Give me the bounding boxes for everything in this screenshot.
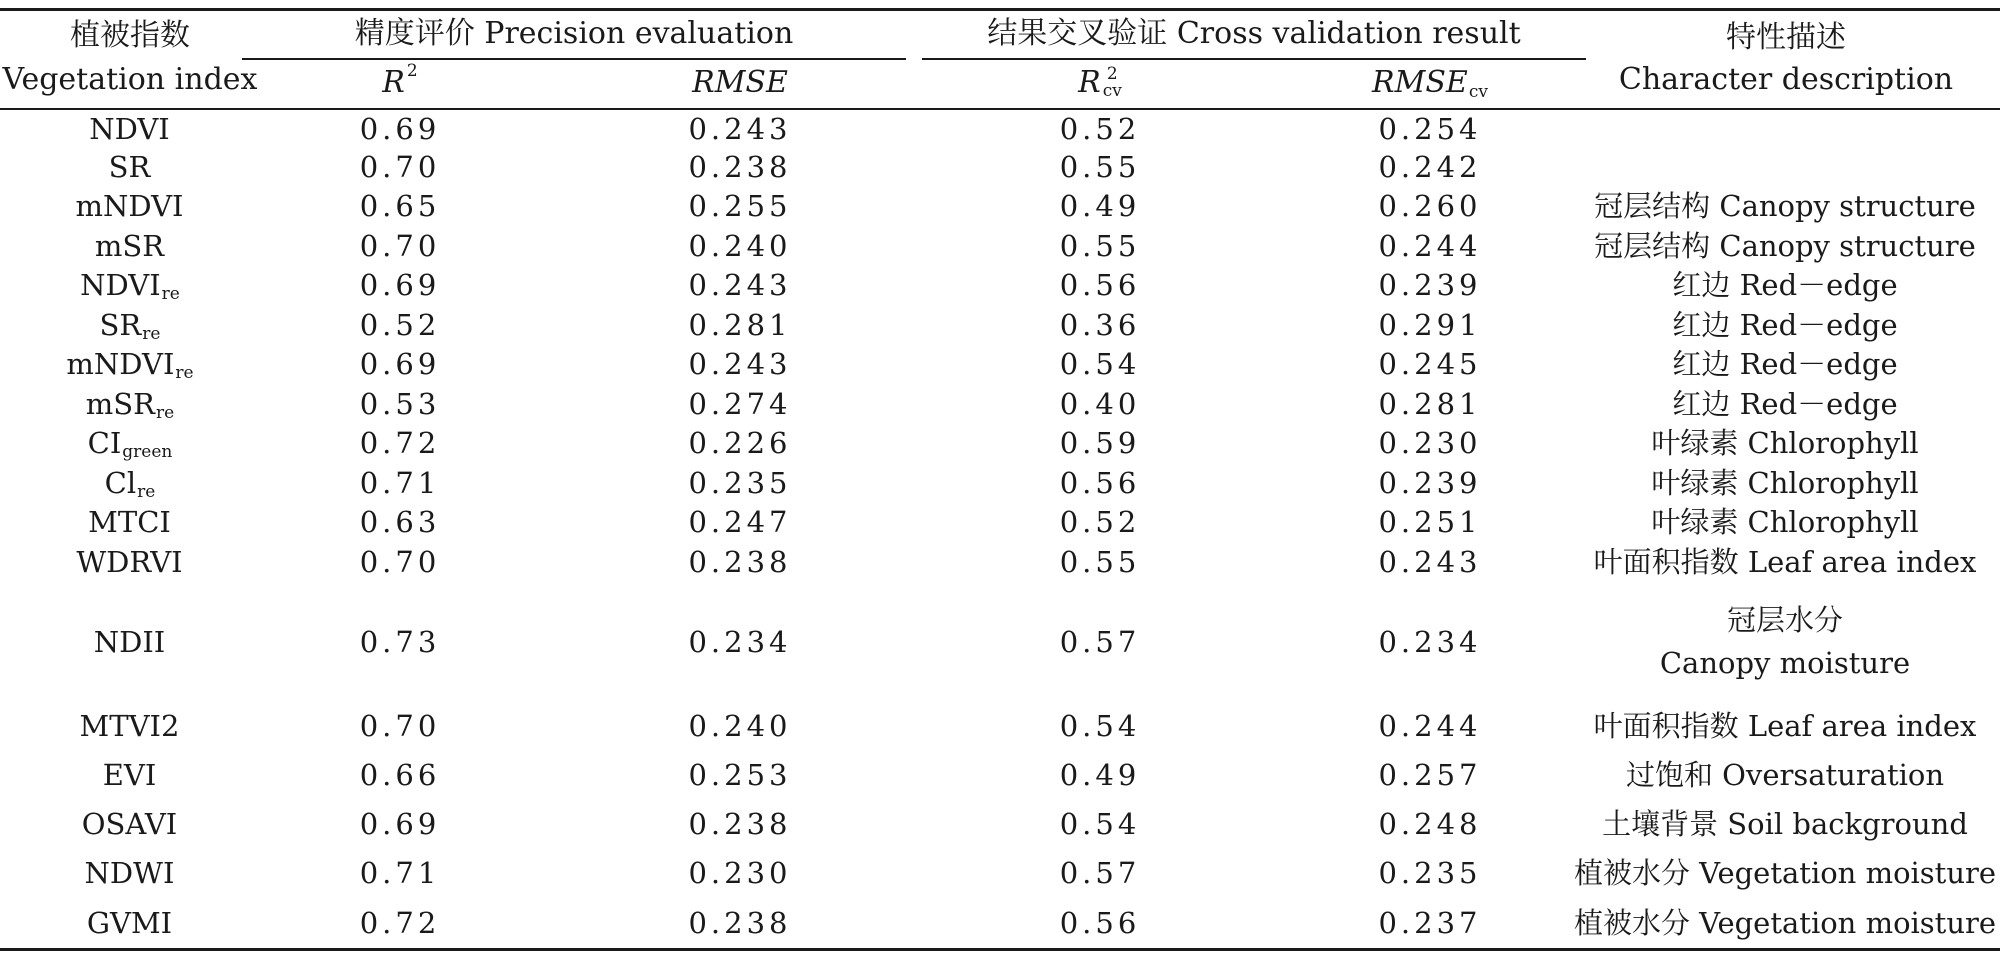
cell-r2cv: 0.54 xyxy=(1059,347,1141,381)
cell-r2: 0.71 xyxy=(359,856,441,890)
cell-index: Cl re xyxy=(104,465,156,502)
cell-r2cv: 0.56 xyxy=(1059,905,1141,940)
cell-rmse: 0.274 xyxy=(688,386,792,421)
header-index-en: Vegetation index xyxy=(2,62,258,97)
cell-description-line1: 冠层水分 xyxy=(1726,603,1843,637)
cell-description: 叶面积指数 Leaf area index xyxy=(1593,709,1977,743)
cell-r2: 0.71 xyxy=(359,465,441,500)
cell-index: NDWI xyxy=(84,856,175,890)
cell-description: 植被水分 Vegetation moisture xyxy=(1573,856,1997,890)
header-r2-superscript: 2 xyxy=(406,60,418,81)
cell-r2cv: 0.57 xyxy=(1059,856,1141,890)
cell-r2: 0.66 xyxy=(359,758,441,792)
header-description-cn: 特性描述 xyxy=(1726,20,1846,55)
cell-rmsecv: 0.244 xyxy=(1378,228,1482,263)
cell-index: SR xyxy=(108,150,151,184)
header-index-cn: 植被指数 xyxy=(70,18,190,53)
cell-description: 冠层结构 Canopy structure xyxy=(1594,228,1976,263)
cell-r2: 0.72 xyxy=(359,426,441,460)
header-rmsecv xyxy=(1330,62,1530,104)
cell-description xyxy=(1570,148,2000,187)
cell-index: MTCI xyxy=(88,505,171,539)
cell-rmse: 0.281 xyxy=(688,307,792,342)
cell-index: CI green xyxy=(87,426,173,462)
cell-r2cv: 0.55 xyxy=(1059,150,1141,184)
cell-description: 叶绿素 Chlorophyll xyxy=(1651,426,1919,460)
cell-r2: 0.69 xyxy=(359,347,441,381)
cell-rmse: 0.226 xyxy=(688,426,792,460)
cell-r2cv: 0.59 xyxy=(1059,426,1141,460)
cell-rmsecv: 0.251 xyxy=(1378,505,1482,539)
cell-rmse: 0.235 xyxy=(688,465,792,500)
header-cross-validation-group: 结果交叉验证 Cross validation result xyxy=(987,16,1521,51)
cell-index: mSR xyxy=(94,228,165,263)
cell-r2cv: 0.55 xyxy=(1059,228,1141,263)
cell-index: OSAVI xyxy=(81,807,178,841)
cell-r2: 0.69 xyxy=(359,807,441,841)
cell-description: 冠层结构 Canopy structure xyxy=(1594,189,1976,223)
header-r2cv-symbol: R xyxy=(1078,65,1101,100)
cell-r2: 0.69 xyxy=(359,111,441,146)
cell-r2: 0.52 xyxy=(359,307,441,342)
cell-index: EVI xyxy=(102,758,157,792)
cell-description: 土壤背景 Soil background xyxy=(1602,807,1968,841)
cell-description: 红边 Red－edge xyxy=(1672,268,1898,302)
cell-description: 叶面积指数 Leaf area index xyxy=(1593,544,1977,579)
cell-rmse: 0.238 xyxy=(688,905,792,940)
cell-rmsecv: 0.254 xyxy=(1378,111,1482,146)
cell-description: 叶绿素 Chlorophyll xyxy=(1651,505,1919,539)
cell-index: NDVI xyxy=(89,111,170,146)
cell-index: NDII xyxy=(93,624,166,659)
header-rmsecv-symbol: RMSE xyxy=(1372,65,1468,100)
cell-rmsecv: 0.291 xyxy=(1378,307,1482,342)
cell-index: WDRVI xyxy=(76,544,183,579)
cell-r2cv: 0.49 xyxy=(1059,189,1141,223)
cell-description: 红边 Red－edge xyxy=(1672,386,1898,421)
cell-rmsecv: 0.237 xyxy=(1378,905,1482,940)
cell-r2cv: 0.49 xyxy=(1059,758,1141,792)
cell-description-line2: Canopy moisture xyxy=(1659,646,1911,680)
cell-rmse: 0.247 xyxy=(688,505,792,539)
cell-description: 红边 Red－edge xyxy=(1672,307,1898,342)
cell-r2cv: 0.57 xyxy=(1059,624,1141,659)
cell-rmsecv: 0.243 xyxy=(1378,544,1482,579)
cell-r2: 0.65 xyxy=(359,189,441,223)
header-r2-symbol: R xyxy=(382,65,405,100)
header-rmse: RMSE xyxy=(692,65,788,100)
cell-r2: 0.72 xyxy=(359,905,441,940)
cell-index: MTVI2 xyxy=(79,709,180,743)
header-description-en: Character description xyxy=(1618,62,1954,97)
cell-description: 叶绿素 Chlorophyll xyxy=(1651,465,1919,500)
cell-rmsecv: 0.230 xyxy=(1378,426,1482,460)
cell-rmsecv: 0.242 xyxy=(1378,150,1482,184)
cell-rmsecv: 0.234 xyxy=(1378,624,1482,659)
cell-r2cv: 0.40 xyxy=(1059,386,1141,421)
cell-r2cv: 0.56 xyxy=(1059,465,1141,500)
header-r2cv-subscript: cv xyxy=(1102,81,1122,101)
cell-rmse: 0.243 xyxy=(688,268,792,302)
header-r2cv xyxy=(1000,60,1200,106)
cell-r2cv: 0.56 xyxy=(1059,268,1141,302)
top-rule xyxy=(0,8,2000,11)
cell-r2: 0.73 xyxy=(359,624,441,659)
cell-rmsecv: 0.244 xyxy=(1378,709,1482,743)
cell-description: 过饱和 Oversaturation xyxy=(1625,758,1945,792)
cell-rmse: 0.240 xyxy=(688,228,792,263)
cell-r2: 0.70 xyxy=(359,544,441,579)
cell-index: SR re xyxy=(99,307,161,344)
cell-description: 植被水分 Vegetation moisture xyxy=(1573,905,1997,940)
cell-rmse: 0.230 xyxy=(688,856,792,890)
cell-r2cv: 0.52 xyxy=(1059,505,1141,539)
cell-description xyxy=(1570,582,2000,702)
cell-index: mNDVI xyxy=(75,189,184,223)
cell-description xyxy=(1570,110,2000,148)
cell-index: GVMI xyxy=(86,905,173,940)
header-rmsecv-subscript: cv xyxy=(1468,81,1488,102)
cell-r2: 0.70 xyxy=(359,150,441,184)
cell-r2cv: 0.54 xyxy=(1059,807,1141,841)
cell-rmse: 0.240 xyxy=(688,709,792,743)
cell-r2: 0.69 xyxy=(359,268,441,302)
cell-r2: 0.53 xyxy=(359,386,441,421)
cell-rmsecv: 0.248 xyxy=(1378,807,1482,841)
cell-r2cv: 0.55 xyxy=(1059,544,1141,579)
cell-rmse: 0.253 xyxy=(688,758,792,792)
cell-index: mSR re xyxy=(85,386,175,423)
cell-r2cv: 0.54 xyxy=(1059,709,1141,743)
group-underline-precision xyxy=(242,58,906,60)
cell-rmsecv: 0.257 xyxy=(1378,758,1482,792)
header-r2 xyxy=(300,62,500,104)
cell-r2: 0.70 xyxy=(359,228,441,263)
header-r2cv-superscript: 2 xyxy=(1106,64,1118,84)
cell-rmse: 0.238 xyxy=(688,150,792,184)
cell-rmse: 0.243 xyxy=(688,347,792,381)
cell-rmse: 0.234 xyxy=(688,624,792,659)
cell-rmsecv: 0.239 xyxy=(1378,268,1482,302)
cell-description: 红边 Red－edge xyxy=(1672,347,1898,381)
cell-r2: 0.70 xyxy=(359,709,441,743)
cell-r2cv: 0.36 xyxy=(1059,307,1141,342)
cell-rmsecv: 0.235 xyxy=(1378,856,1482,890)
cell-index: NDVI re xyxy=(80,268,180,304)
cell-rmse: 0.255 xyxy=(688,189,792,223)
cell-rmsecv: 0.260 xyxy=(1378,189,1482,223)
cell-rmsecv: 0.239 xyxy=(1378,465,1482,500)
cell-rmse: 0.238 xyxy=(688,807,792,841)
cell-rmsecv: 0.245 xyxy=(1378,347,1482,381)
cell-rmse: 0.243 xyxy=(688,111,792,146)
cell-rmsecv: 0.281 xyxy=(1378,386,1482,421)
header-precision-group: 精度评价 Precision evaluation xyxy=(354,16,794,51)
cell-rmse: 0.238 xyxy=(688,544,792,579)
bottom-rule xyxy=(0,948,2000,951)
cell-r2: 0.63 xyxy=(359,505,441,539)
cell-index: mNDVI re xyxy=(66,347,194,383)
cell-r2cv: 0.52 xyxy=(1059,111,1141,146)
